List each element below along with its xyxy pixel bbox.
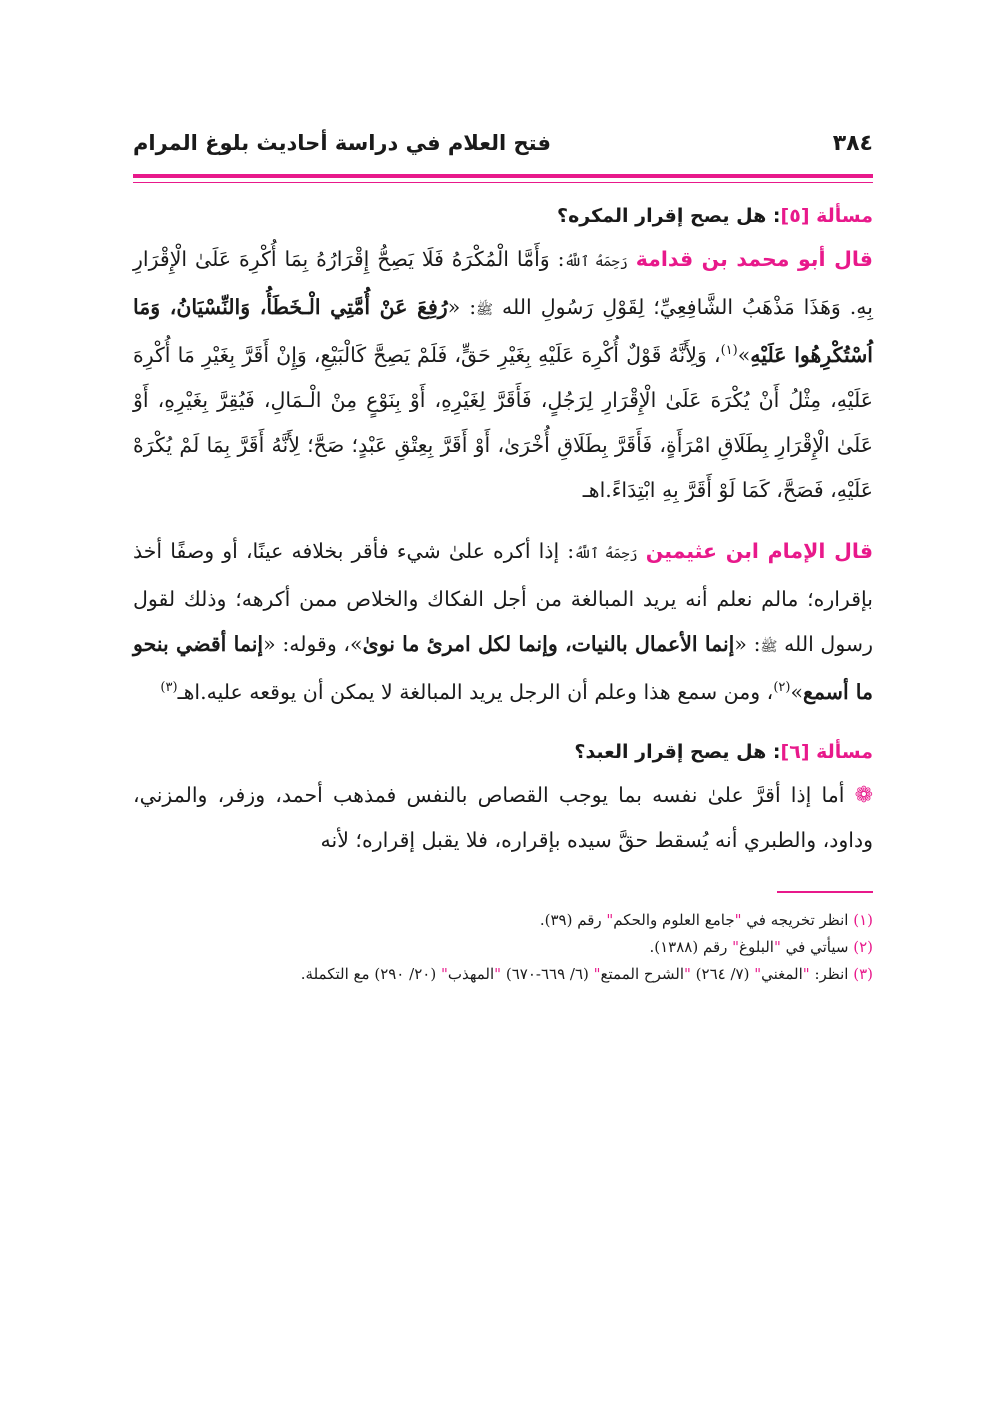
book-reference: جامع العلوم والحكم <box>613 911 735 929</box>
issue-5-question: هل يصح إقرار المكره؟ <box>557 205 767 227</box>
header-rule-thin <box>133 182 873 183</box>
ibn-uthaymin-text-2: ، ومن سمع هذا وعلم أن الرجل يريد المبالغة لا يمكن أن يوقعه عليه.اهـ <box>177 680 774 704</box>
book-reference: المغني <box>761 965 803 983</box>
salawat-icon: ﷺ <box>476 302 494 318</box>
footnote-1: (١) انظر تخريجه في "جامع العلوم والحكم" رقم (٣٩). <box>539 911 873 929</box>
footnote-number: (١) <box>853 911 873 929</box>
hadith-quote: رُفِعَ عَنْ أُمَّتِي الْـخَطَأُ، وَالنِّسْيَانُ، وَمَا اُسْتُكْرِهُوا عَلَيْهِ <box>133 295 873 367</box>
speaker-ibn-uthaymin: قال الإمام ابن عثيمين <box>645 539 873 563</box>
issue-5-label: مسألة [٥] <box>780 205 873 227</box>
footnote-number: (٢) <box>853 938 873 956</box>
slave-confession-text: أما إذا أقرَّ علىٰ نفسه بما يوجب القصاص بالنفس فمذهب أحمد، وزفر، والمزني، وداود، والطبري أنه يُسقط حقَّ سيده بإقراره، فلا يقبل إقراره؛ لأنه <box>133 783 873 852</box>
running-header <box>133 120 873 166</box>
footnote-2: (٢) سيأتي في "البلوغ" رقم (١٣٨٨). <box>649 938 873 956</box>
header-rule-thick <box>133 174 873 178</box>
footnote-3: (٣) انظر: "المغني" (٧/ ٢٦٤) "الشرح الممتع" (٦/ ٦٦٩-٦٧٠) "المهذب" (٢٠/ ٢٩٠) مع التكملة. <box>300 965 873 983</box>
issue-5-heading: مسألة [٥]: هل يصح إقرار المكره؟ <box>557 205 873 227</box>
book-reference: الشرح الممتع <box>600 965 684 983</box>
issue-6-question: هل يصح إقرار العبد؟ <box>574 741 767 763</box>
footnote-ref-2[interactable]: (٢) <box>773 680 791 696</box>
ibn-uthaymin-paragraph: قال الإمام ابن عثيمين رَحِمَهُ ٱللَّهُ: إذا أكره علىٰ شيء فأقر بخلافه عينًا، أو وصفًا أخذ بإقراره؛ مالم نعلم أنه يريد المبالغة من أجل الفكاك والخلاص ممن أكرهه؛ وذلك لقول رسول الله ﷺ: «إنما الأعمال بالنيات، وإنما لكل امرئ ما نوىٰ»، وقوله: «إنما أقضي بنحو ما أسمع»$^{(٢)}$، ومن سمع هذا وعلم أن الرجل يريد المبالغة لا يمكن أن يوقعه عليه.اهـ$^{(٣)}$ <box>133 539 873 704</box>
ibn-uthaymin-text-1: : إذا أكره علىٰ شيء فأقر بخلافه عينًا، أو وصفًا أخذ بإقراره؛ مالم نعلم أنه يريد المبالغة من أجل الفكاك والخلاص ممن أكرهه؛ وذلك لقول رسول الله <box>133 539 873 656</box>
footnotes <box>133 907 873 988</box>
salawat-icon: ﷺ <box>760 639 778 655</box>
speaker-ibn-qudamah: قال أبو محمد بن قدامة <box>635 247 873 271</box>
ibn-qudamah-text-1: : وَأَمَّا الْمُكْرَهُ فَلَا يَصِحُّ إِقْرَارُهُ بِمَا أُكْرِهَ عَلَىٰ الْإِقْرَارِ بِهِ. وَهَذَا مَذْهَبُ الشَّافِعِيِّ؛ لِقَوْلِ رَسُولِ الله <box>133 247 873 319</box>
issue-6-label: مسألة [٦] <box>780 741 873 763</box>
hadith-quote-3: إنما أقضي بنحو ما أسمع <box>133 632 873 704</box>
honorific: رَحِمَهُ ٱللَّهُ <box>574 546 638 562</box>
ibn-qudamah-text-2: ، وَلِأَنَّهُ قَوْلٌ أُكْرِهَ عَلَيْهِ بِغَيْرِ حَقٍّ، فَلَمْ يَصِحَّ كَالْبَيْعِ، وَإِنْ أَقَرَّ بِغَيْرِ مَا أُكْرِهَ عَلَيْهِ، مِثْلُ أَنْ يُكْرَهَ عَلَىٰ الْإِقْرَارِ لِرَجُلٍ، فَأَقَرَّ لِغَيْرِهِ، أَوْ بِنَوْعٍ مِنْ الْـمَالِ، فَيُقِرَّ بِغَيْرِهِ، أَوْ عَلَىٰ الْإِقْرَارِ بِطَلَاقِ امْرَأَةٍ، فَأَقَرَّ بِطَلَاقِ أُخْرَىٰ، أَوْ أَقَرَّ بِعِتْقِ عَبْدٍ؛ صَحَّ؛ لِأَنَّهُ أَقَرَّ بِمَا لَمْ يُكْرَهْ عَلَيْهِ، فَصَحَّ، كَمَا لَوْ أَقَرَّ بِهِ ابْتِدَاءً.اهـ <box>133 343 873 502</box>
footnote-number: (٣) <box>853 965 873 983</box>
honorific: رَحِمَهُ ٱللَّهُ <box>564 254 628 270</box>
flower-ornament-icon: ❁ <box>854 783 873 808</box>
book-title: فتح العلام في دراسة أحاديث بلوغ المرام <box>133 131 551 155</box>
ibn-qudamah-paragraph: قال أبو محمد بن قدامة رَحِمَهُ ٱللَّهُ: وَأَمَّا الْمُكْرَهُ فَلَا يَصِحُّ إِقْرَارُهُ بِمَا أُكْرِهَ عَلَىٰ الْإِقْرَارِ بِهِ. وَهَذَا مَذْهَبُ الشَّافِعِيِّ؛ لِقَوْلِ رَسُولِ الله ﷺ: «رُفِعَ عَنْ أُمَّتِي الْـخَطَأُ، وَالنِّسْيَانُ، وَمَا اُسْتُكْرِهُوا عَلَيْهِ»$^{(١)}$، وَلِأَنَّهُ قَوْلٌ أُكْرِهَ عَلَيْهِ بِغَيْرِ حَقٍّ، فَلَمْ يَصِحَّ كَالْبَيْعِ، وَإِنْ أَقَرَّ بِغَيْرِ مَا أُكْرِهَ عَلَيْهِ، مِثْلُ أَنْ يُكْرَهَ عَلَىٰ الْإِقْرَارِ لِرَجُلٍ، فَأَقَرَّ لِغَيْرِهِ، أَوْ بِنَوْعٍ مِنْ الْـمَالِ، فَيُقِرَّ بِغَيْرِهِ، أَوْ عَلَىٰ الْإِقْرَارِ بِطَلَاقِ امْرَأَةٍ، فَأَقَرَّ بِطَلَاقِ أُخْرَىٰ، أَوْ أَقَرَّ بِعِتْقِ عَبْدٍ؛ صَحَّ؛ لِأَنَّهُ أَقَرَّ بِمَا لَمْ يُكْرَهْ عَلَيْهِ، فَصَحَّ، كَمَا لَوْ أَقَرَّ بِهِ ابْتِدَاءً.اهـ <box>133 247 873 502</box>
book-reference: البلوغ <box>739 938 774 956</box>
page-number: ٣٨٤ <box>832 130 873 156</box>
issue-6-heading: مسألة [٦]: هل يصح إقرار العبد؟ <box>574 741 873 763</box>
footnote-ref-1[interactable]: (١) <box>720 343 738 359</box>
footnote-ref-3[interactable]: (٣) <box>160 680 178 696</box>
slave-confession-paragraph <box>133 773 873 863</box>
book-reference: المهذب <box>447 965 495 983</box>
book-page <box>133 120 873 988</box>
footnote-separator <box>777 891 873 893</box>
hadith-quote-2: إنما الأعمال بالنيات، وإنما لكل امرئ ما نوىٰ <box>362 632 735 656</box>
